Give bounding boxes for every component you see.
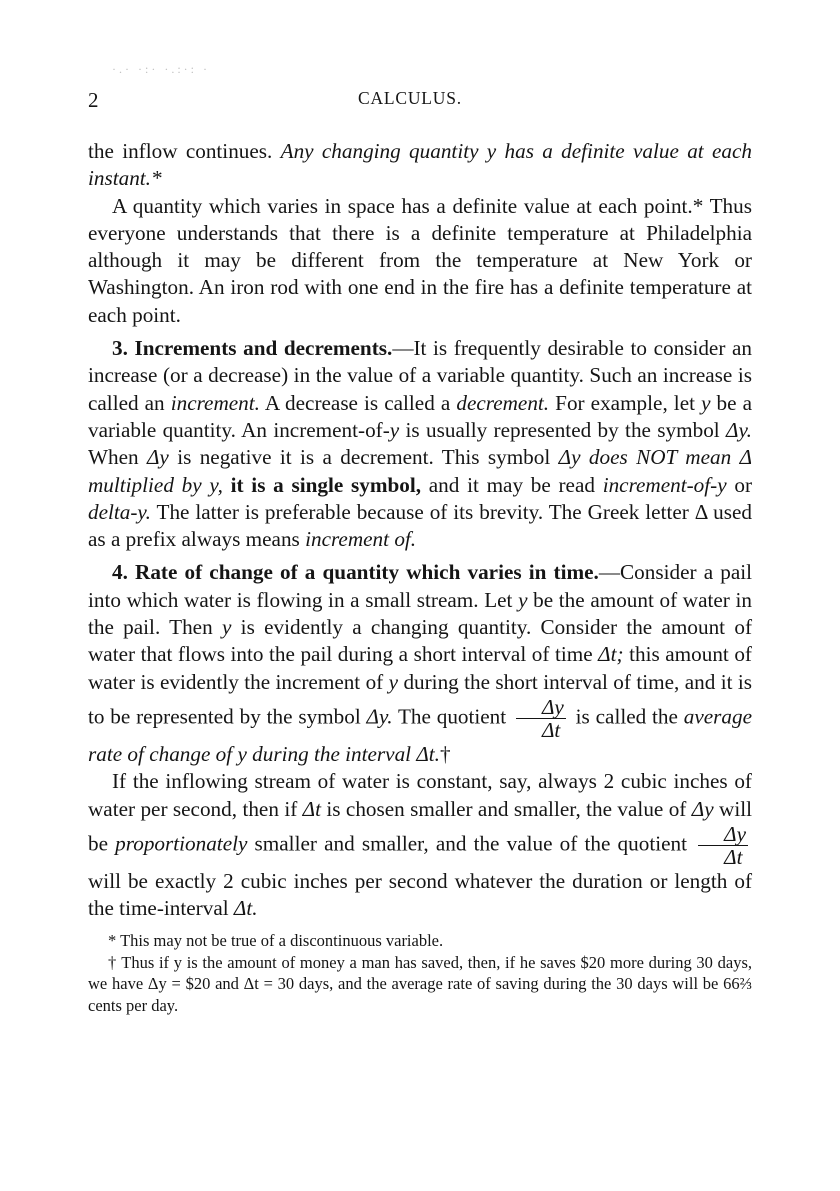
section-3-heading: 3. Increments and decrements.: [112, 336, 393, 361]
print-speckle: ·.· ·:· ·.:·: ·: [112, 62, 210, 76]
paragraph-2: A quantity which varies in space has a definite value at each point.* Thus everyone understands that there is a definite temperature at Philadelphia although it may be different from the temperature at New York or Washington. An iron rod with one end in the fire has a definite temperature at each point.: [88, 193, 752, 327]
italic-statement: Any changing quantity y has a definite value at each instant.*: [88, 139, 753, 191]
section-3: 3. Increments and decrements.—It is frequently desirable to consider an increase (or a decrease) in the value of a variable quantity. Such an increase is called an increment. A decrease is called a decrement. For example, let y be a variable quantity. An increment-of-y is usually represented by the symbol Δy. When Δy is negative it is a decrement. This symbol Δy does NOT mean Δ multiplied by y, it is a single symbol, and it may be read increment-of-y or delta-y. The latter is preferable because of its brevity. The Greek letter Δ used as a prefix always means increment of.: [88, 336, 753, 552]
footnotes: [88, 930, 752, 1016]
page-body: [88, 138, 752, 1016]
footnote-star: * This may not be true of a discontinuous variable.: [108, 931, 444, 951]
footnote-dagger: † Thus if y is the amount of money a man has saved, then, if he saves $20 more during 30 days, we have Δy = $20 and Δt = 30 days, and the average rate of saving during the 30 days will be 66⅔ cents per day.: [88, 952, 752, 1015]
paragraph-5: If the inflowing stream of water is constant, say, always 2 cubic inches of water per second, then if Δt is chosen smaller and smaller, the value of Δy will be proportionately smaller and smaller, and the value of the quotient $\frac{\Delta y}{\Delta t}$ will be exactly 2 cubic inches per second whatever the duration or length of the time-interval Δt.: [88, 769, 752, 921]
running-title: CALCULUS.: [358, 88, 462, 108]
average-rate-definition: average rate of change of y during the interval Δt.: [88, 704, 752, 766]
paragraph-1: the inflow continues. Any changing quantity y has a definite value at each instant.*: [88, 139, 753, 191]
section-4-heading: 4. Rate of change of a quantity which varies in time.: [112, 560, 599, 585]
quotient-fraction: $\frac{\Delta y}{\Delta t}$: [516, 696, 566, 741]
running-header: [88, 88, 752, 118]
quotient-fraction-2: $\frac{\Delta y}{\Delta t}$: [698, 823, 748, 868]
page-number: 2: [88, 88, 99, 112]
section-4: 4. Rate of change of a quantity which varies in time.—Consider a pail into which water is flowing in a small stream. Let y be the amount of water in the pail. Then y is evidently a changing quantity. Consider the amount of water that flows into the pail during a short interval of time Δt; this amount of water is evidently the increment of y during the short interval of time, and it is to be represented by the symbol Δy. The quotient $\frac{\Delta y}{\Delta t}$ is called the average rate of change of y during the interval Δt.†: [88, 560, 752, 766]
